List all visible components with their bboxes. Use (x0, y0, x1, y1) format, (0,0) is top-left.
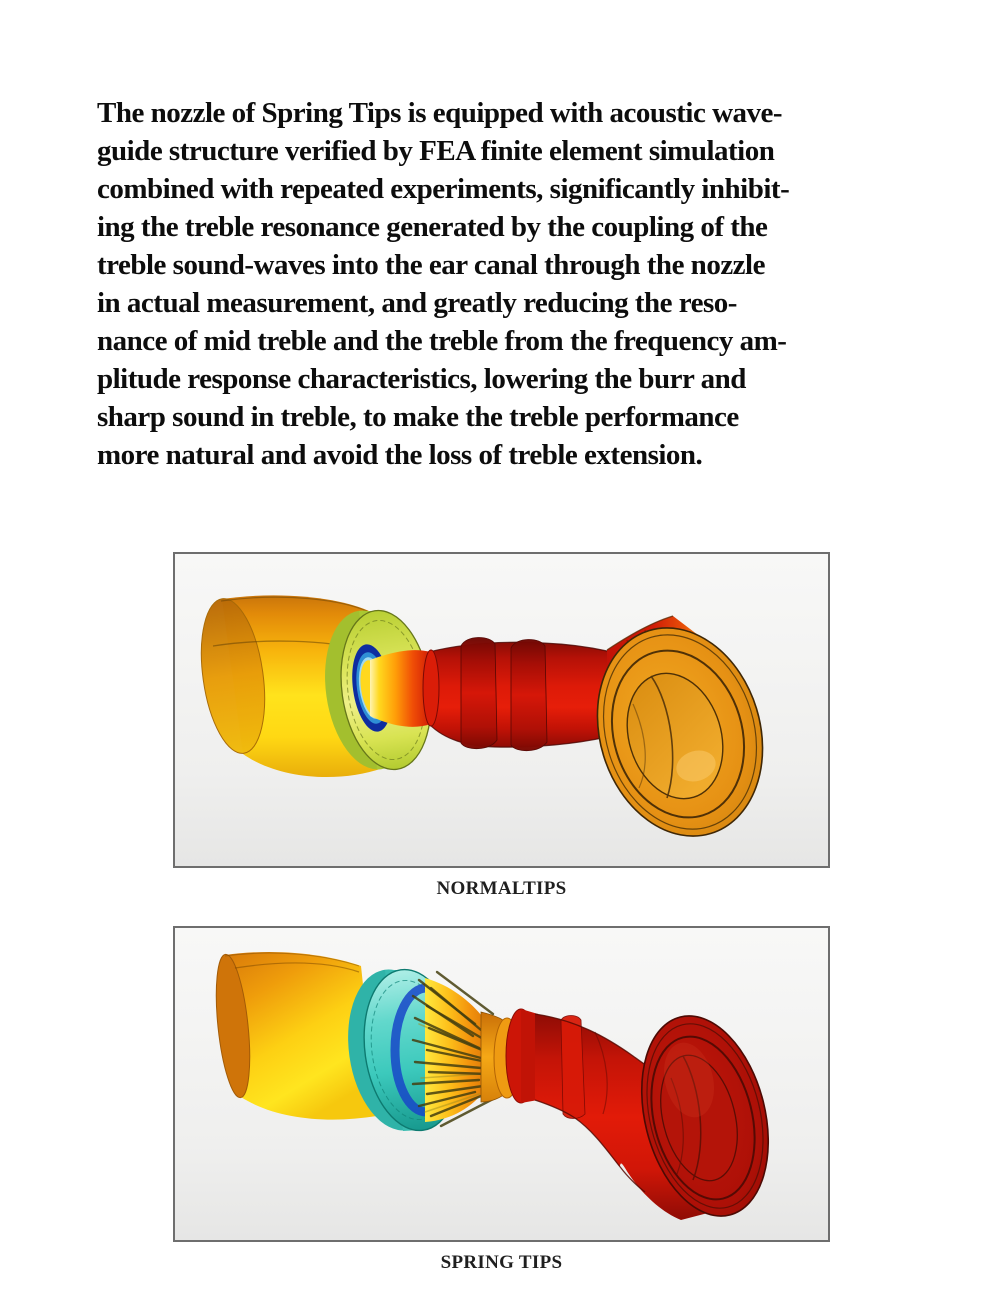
spring-tips-label: SPRING TIPS (440, 1252, 563, 1273)
horn-bell (573, 607, 788, 857)
normal-tips-render (175, 554, 828, 866)
paragraph-line: guide structure verified by FEA finite element simulation (97, 135, 775, 167)
paragraph-line: ing the treble resonance generated by the coupling of the (97, 211, 768, 243)
paragraph-line: in actual measurement, and greatly reducing the reso- (97, 287, 737, 319)
nozzle-cone (370, 650, 431, 727)
intro-paragraph (97, 94, 927, 474)
paragraph-line: more natural and avoid the loss of treble extension. (97, 439, 703, 471)
paragraph-line: sharp sound in treble, to make the treble performance (97, 401, 739, 433)
paragraph-line: combined with repeated experiments, significantly inhibit- (97, 173, 790, 205)
spring-tips-render (175, 928, 828, 1240)
paragraph-line: plitude response characteristics, lowering the burr and (97, 363, 746, 395)
spring-tips-image-frame (173, 926, 830, 1242)
nozzle-tube (423, 637, 607, 750)
normal-tips-label: NORMALTIPS (436, 878, 567, 899)
paragraph-line: treble sound-waves into the ear canal through the nozzle (97, 249, 765, 281)
paragraph-line: nance of mid treble and the treble from the frequency am- (97, 325, 787, 357)
normal-tips-image-frame (173, 552, 830, 868)
paragraph-line: The nozzle of Spring Tips is equipped with acoustic wave- (97, 97, 783, 129)
